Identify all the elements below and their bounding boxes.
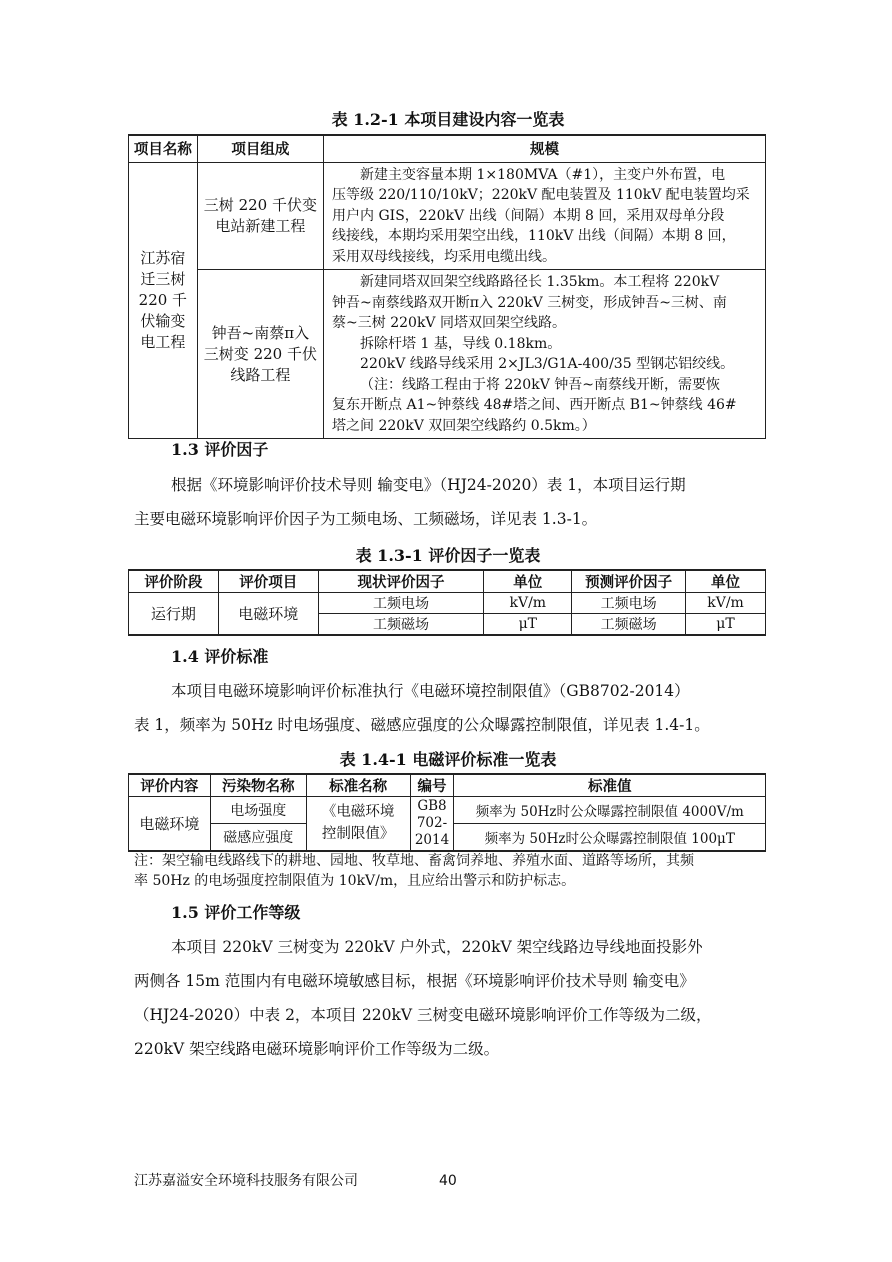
table-1-4-1-caption: 表 1.4-1 电磁评价标准一览表 xyxy=(339,750,557,769)
table-1-2-1-caption: 表 1.2-1 本项目建设内容一览表 xyxy=(331,110,565,129)
header-project-name: 项目名称 xyxy=(129,135,198,162)
standard-name-line: 《电磁环境 xyxy=(321,804,395,821)
table-row xyxy=(129,162,766,270)
project-name-line: 江苏宿 xyxy=(140,248,186,267)
paragraph-line: 主要电磁环境影响评价因子为工频电场、工频磁场，详见表 1.3-1。 xyxy=(134,510,598,528)
scale-line: 钟吾~南蔡线路双开断π入 220kV 三树变，形成钟吾~三树、南 xyxy=(332,294,727,311)
component-cell xyxy=(197,270,323,439)
stage-cell: 运行期 xyxy=(129,593,219,636)
header-project-component: 项目组成 xyxy=(197,135,323,162)
scale-line: 塔之间 220kV 双回架空线路约 0.5km。） xyxy=(332,417,596,434)
section-1-4-paragraph xyxy=(134,674,774,742)
unit-cell: μT xyxy=(686,614,766,636)
scale-line: 采用双母线接线，均采用电缆出线。 xyxy=(332,248,557,265)
header-item: 评价项目 xyxy=(218,570,318,593)
note-line: 注：架空输电线路线下的耕地、园地、牧草地、畜禽饲养地、养殖水面、道路等场所，其频 xyxy=(134,853,694,869)
component-line: 电站新建工程 xyxy=(215,216,306,235)
paragraph-line: 两侧各 15m 范围内有电磁环境敏感目标，根据《环境影响评价技术导则 输变电》 xyxy=(134,972,695,990)
scale-line: 拆除杆塔 1 基，导线 0.18km。 xyxy=(360,335,562,352)
header-predicted-factor: 预测评价因子 xyxy=(572,570,686,593)
pollutant-cell: 电场强度 xyxy=(210,797,306,824)
section-1-3-paragraph xyxy=(134,468,774,536)
table-row xyxy=(129,797,766,824)
code-line: 2014 xyxy=(414,831,450,848)
current-factor-cell: 工频电场 xyxy=(318,593,484,614)
item-cell: 电磁环境 xyxy=(218,593,318,636)
scale-line: 新建主变容量本期 1×180MVA（#1），主变户外布置，电 xyxy=(360,166,726,183)
header-unit: 单位 xyxy=(686,570,766,593)
component-line: 线路工程 xyxy=(230,365,291,384)
code-cell xyxy=(410,797,454,851)
unit-cell: kV/m xyxy=(484,593,572,614)
scale-line: 用户内 GIS，220kV 出线（间隔）本期 8 回，采用双母单分段 xyxy=(332,207,725,224)
header-current-factor: 现状评价因子 xyxy=(318,570,484,593)
standard-value-cell: 频率为 50Hz时公众曝露控制限值 100μT xyxy=(454,824,766,851)
table-header-row xyxy=(129,774,766,797)
unit-cell: μT xyxy=(484,614,572,636)
table-header-row xyxy=(129,570,766,593)
standard-value-cell: 频率为 50Hz时公众曝露控制限值 4000V/m xyxy=(454,797,766,824)
component-line: 三树变 220 千伏 xyxy=(203,344,317,363)
paragraph-line: 220kV 架空线路电磁环境影响评价工作等级为二级。 xyxy=(134,1040,500,1058)
footer-page-number: 40 xyxy=(439,1173,457,1189)
table-1-3-1 xyxy=(128,569,766,636)
note-line: 率 50Hz 的电场强度控制限值为 10kV/m，且应给出警示和防护标志。 xyxy=(134,873,576,889)
header-unit: 单位 xyxy=(484,570,572,593)
section-1-5-title: 1.5 评价工作等级 xyxy=(171,903,301,922)
standard-name-cell xyxy=(306,797,410,851)
table-1-4-1 xyxy=(128,773,766,852)
table-1-4-1-note xyxy=(134,851,774,891)
project-name-line: 伏输变 xyxy=(140,311,186,330)
paragraph-line: 本项目 220kV 三树变为 220kV 户外式，220kV 架空线路边导线地面投影外 xyxy=(171,938,703,956)
content-cell: 电磁环境 xyxy=(129,797,211,851)
predicted-factor-cell: 工频磁场 xyxy=(572,614,686,636)
pollutant-cell: 磁感应强度 xyxy=(210,824,306,851)
scale-line: 压等级 220/110/10kV；220kV 配电装置及 110kV 配电装置均采 xyxy=(332,187,750,203)
paragraph-line: （HJ24-2020）中表 2，本项目 220kV 三树变电磁环境影响评价工作等级为二级， xyxy=(134,1006,712,1024)
project-name-line: 电工程 xyxy=(140,332,186,351)
unit-cell: kV/m xyxy=(686,593,766,614)
scale-line: 线接线，本期均采用架空出线，110kV 出线（间隔）本期 8 回， xyxy=(332,228,736,244)
header-content: 评价内容 xyxy=(129,774,211,797)
header-scale: 规模 xyxy=(324,135,766,162)
current-factor-cell: 工频磁场 xyxy=(318,614,484,636)
project-name-line: 迁三树 xyxy=(140,269,186,288)
header-pollutant: 污染物名称 xyxy=(210,774,306,797)
table-row xyxy=(129,593,766,614)
paragraph-line: 本项目电磁环境影响评价标准执行《电磁环境控制限值》（GB8702-2014） xyxy=(171,682,690,700)
paragraph-line: 根据《环境影响评价技术导则 输变电》（HJ24-2020）表 1，本项目运行期 xyxy=(171,476,686,494)
section-1-3-title: 1.3 评价因子 xyxy=(171,440,269,459)
scale-line: 220kV 线路导线采用 2×JL3/G1A-400/35 型钢芯铝绞线。 xyxy=(360,356,735,372)
project-name-line: 220 千 xyxy=(138,290,188,309)
section-1-4-title: 1.4 评价标准 xyxy=(171,647,269,666)
header-code: 编号 xyxy=(410,774,454,797)
predicted-factor-cell: 工频电场 xyxy=(572,593,686,614)
scale-cell xyxy=(324,270,766,439)
component-cell xyxy=(197,162,323,270)
scale-line: （注：线路工程由于将 220kV 钟吾~南蔡线开断，需要恢 xyxy=(360,376,720,393)
header-standard-value: 标准值 xyxy=(454,774,766,797)
table-row xyxy=(129,270,766,439)
code-line: 702- xyxy=(416,814,448,831)
project-name-cell xyxy=(129,162,198,439)
footer-company: 江苏嘉溢安全环境科技服务有限公司 xyxy=(134,1173,358,1189)
scale-line: 蔡~三树 220kV 同塔双回架空线路。 xyxy=(332,315,566,331)
scale-line: 新建同塔双回架空线路路径长 1.35km。本工程将 220kV xyxy=(360,274,720,290)
component-line: 钟吾~南蔡π入 xyxy=(211,323,310,342)
table-header-row xyxy=(129,135,766,162)
header-standard-name: 标准名称 xyxy=(306,774,410,797)
code-line: GB8 xyxy=(417,797,447,814)
section-1-5-paragraph xyxy=(134,930,774,1066)
paragraph-line: 表 1，频率为 50Hz 时电场强度、磁感应强度的公众曝露控制限值，详见表 1.4-1。 xyxy=(134,716,710,734)
table-1-2-1 xyxy=(128,134,766,439)
standard-name-line: 控制限值》 xyxy=(321,826,395,843)
scale-cell xyxy=(324,162,766,270)
table-1-3-1-caption: 表 1.3-1 评价因子一览表 xyxy=(355,546,541,565)
header-stage: 评价阶段 xyxy=(129,570,219,593)
scale-line: 复东开断点 A1~钟蔡线 48#塔之间、西开断点 B1~钟蔡线 46# xyxy=(332,397,737,413)
component-line: 三树 220 千伏变 xyxy=(203,195,317,214)
